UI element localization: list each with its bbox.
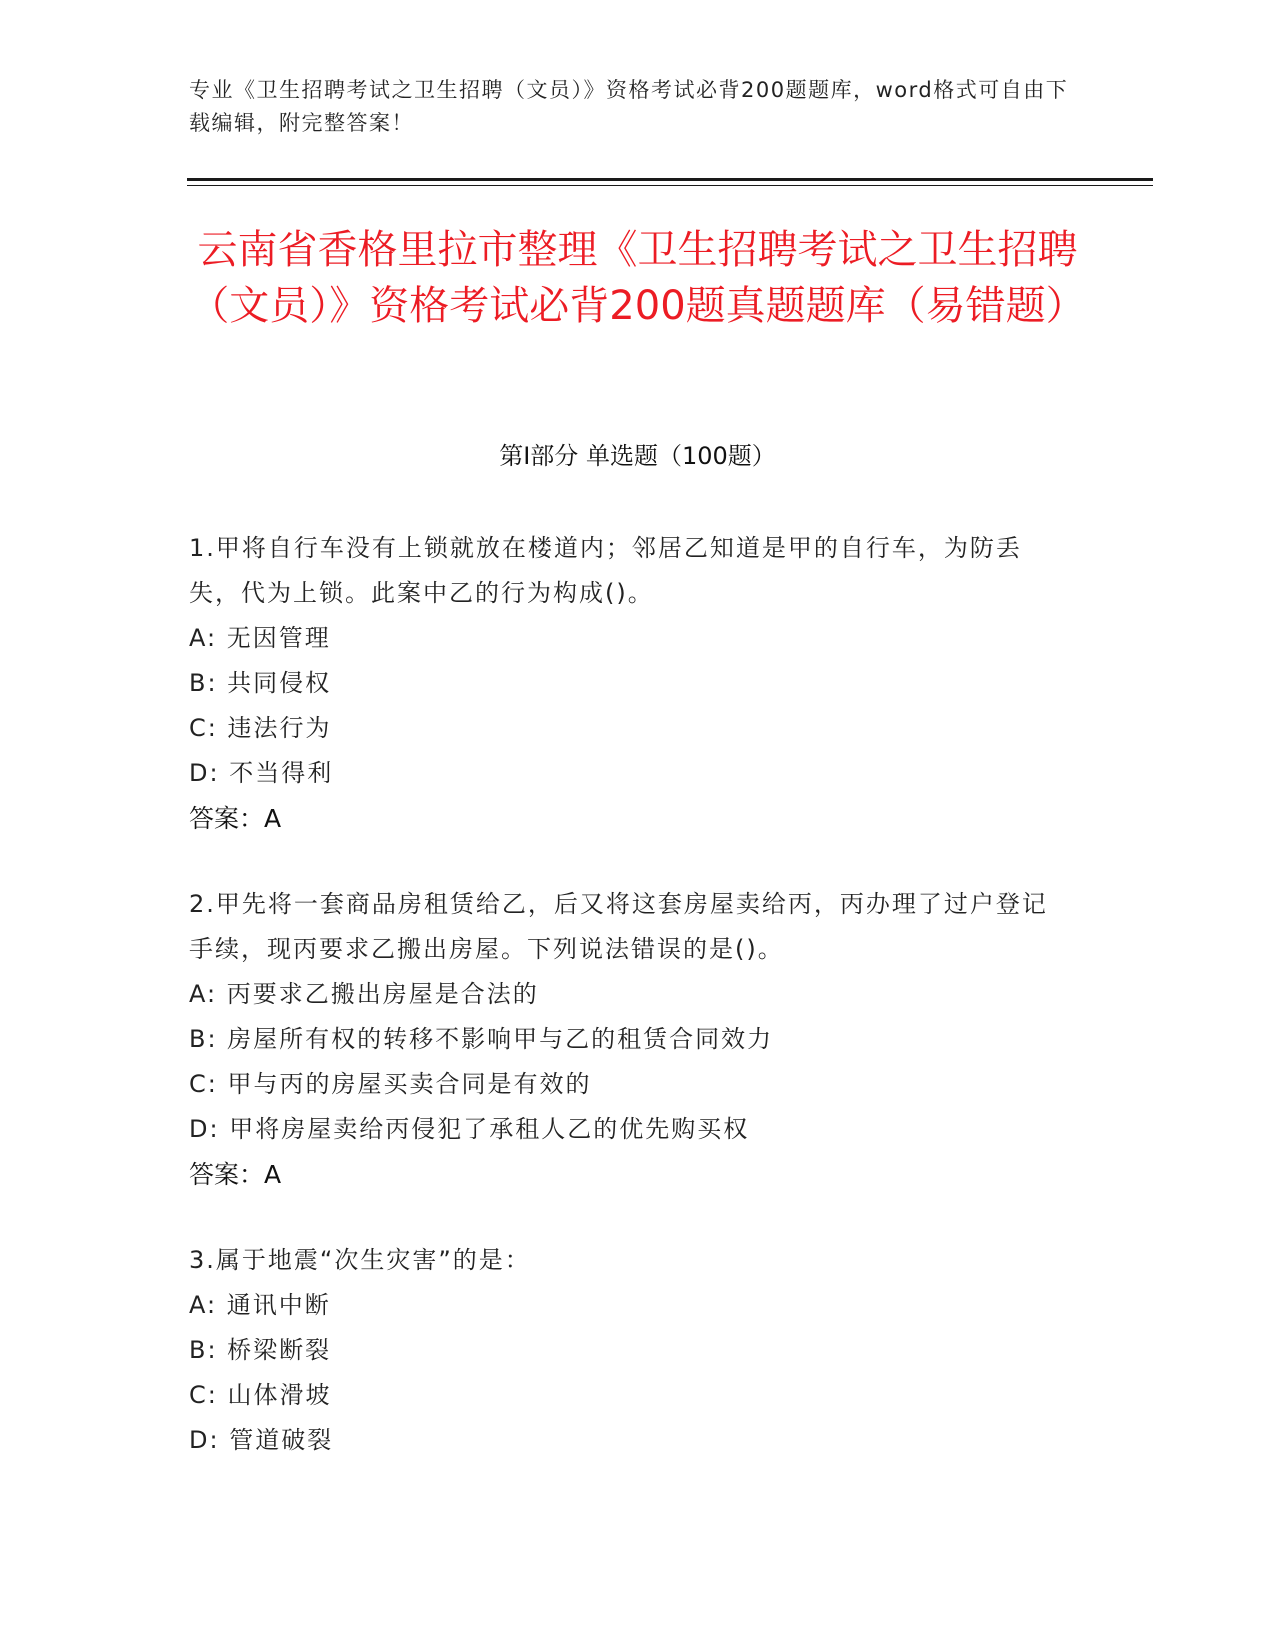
option-d: D: 管道破裂 xyxy=(189,1426,334,1454)
answer: 答案：A xyxy=(189,804,282,833)
header-note: 专业《卫生招聘考试之卫生招聘（文员）》资格考试必背200题题库，word格式可自由下载编辑，附完整答案！ xyxy=(189,78,1069,135)
question-list xyxy=(189,526,1069,1504)
question-2 xyxy=(189,882,1069,1197)
option-b: B: 共同侵权 xyxy=(189,669,332,697)
option-c: C: 甲与丙的房屋买卖合同是有效的 xyxy=(189,1070,592,1098)
option-c: C: 山体滑坡 xyxy=(189,1381,332,1409)
question-3 xyxy=(189,1238,1069,1463)
section-title: 第Ⅰ部分 单选题（100题） xyxy=(499,442,776,470)
document-title: 云南省香格里拉市整理《卫生招聘考试之卫生招聘（文员）》资格考试必背200题真题题库（易错题） xyxy=(189,227,1086,329)
header-rule-thick xyxy=(187,178,1153,181)
question-stem: 3.属于地震“次生灾害”的是： xyxy=(189,1246,531,1274)
option-d: D: 甲将房屋卖给丙侵犯了承租人乙的优先购买权 xyxy=(189,1115,750,1143)
answer: 答案：A xyxy=(189,1160,282,1189)
option-c: C: 违法行为 xyxy=(189,714,332,742)
option-a: A: 丙要求乙搬出房屋是合法的 xyxy=(189,980,539,1008)
option-a: A: 通讯中断 xyxy=(189,1291,331,1319)
option-b: B: 房屋所有权的转移不影响甲与乙的租赁合同效力 xyxy=(189,1025,774,1053)
option-b: B: 桥梁断裂 xyxy=(189,1336,332,1364)
header-rule-thin xyxy=(187,185,1153,186)
option-a: A: 无因管理 xyxy=(189,624,331,652)
question-1 xyxy=(189,526,1069,841)
question-stem: 2.甲先将一套商品房租赁给乙，后又将这套房屋卖给丙，丙办理了过户登记手续，现丙要求乙搬出房屋。下列说法错误的是()。 xyxy=(189,890,1048,963)
option-d: D: 不当得利 xyxy=(189,759,334,787)
question-stem: 1.甲将自行车没有上锁就放在楼道内；邻居乙知道是甲的自行车，为防丢失，代为上锁。此案中乙的行为构成()。 xyxy=(189,534,1022,607)
